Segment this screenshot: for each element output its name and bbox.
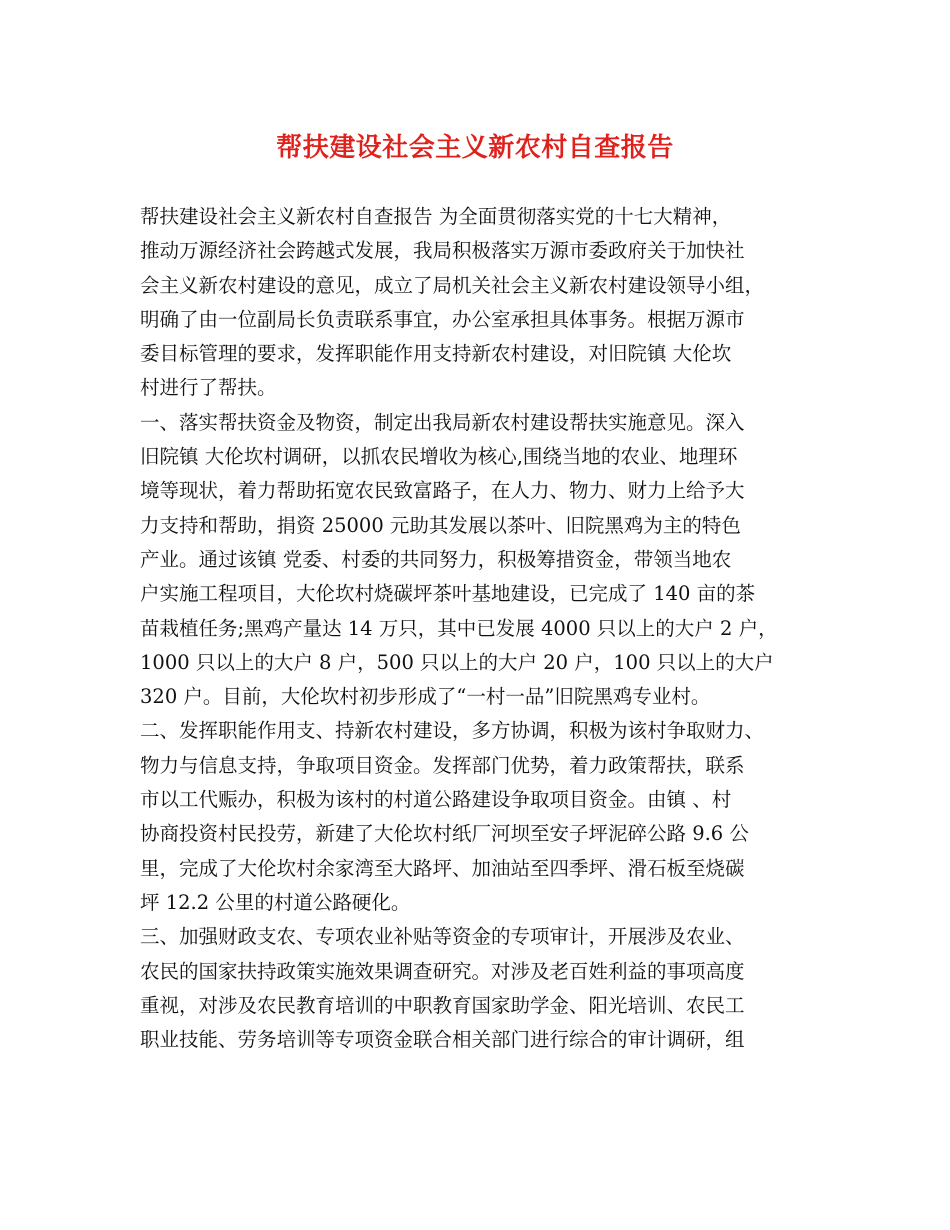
paragraph-line: 帮扶建设社会主义新农村自查报告 为全面贯彻落实党的十七大精神， xyxy=(140,205,732,228)
paragraph-line: 明确了由一位副局长负责联系事宜，办公室承担具体事务。根据万源市 xyxy=(140,307,745,331)
paragraph-line: 三、加强财政支农、专项农业补贴等资金的专项审计，开展涉及农业、 xyxy=(140,925,745,949)
paragraph-line: 推动万源经济社会跨越式发展，我局积极落实万源市委政府关于加快社 xyxy=(140,239,745,263)
paragraph-line: 旧院镇 大伦坎村调研，以抓农民增收为核心,围绕当地的农业、地理环 xyxy=(140,445,738,469)
paragraph-line: 力支持和帮助，捐资 25000 元助其发展以茶叶、旧院黑鸡为主的特色 xyxy=(140,513,741,537)
paragraph-line: 坪 12.2 公里的村道公路硬化。 xyxy=(140,890,411,914)
paragraph-line: 户实施工程项目，大伦坎村烧碳坪茶叶基地建设，已完成了 140 亩的茶 xyxy=(140,582,756,606)
paragraph-line: 协商投资村民投劳，新建了大伦坎村纸厂河坝至安子坪泥碎公路 9.6 公 xyxy=(140,822,749,846)
paragraph-line: 里，完成了大伦坎村余家湾至大路坪、加油站至四季坪、滑石板至烧碳 xyxy=(140,856,745,880)
document-title: 帮扶建设社会主义新农村自查报告 xyxy=(276,133,674,163)
paragraph-line: 境等现状，着力帮助拓宽农民致富路子，在人力、物力、财力上给予大 xyxy=(140,479,745,503)
paragraph-line: 职业技能、劳务培训等专项资金联合相关部门进行综合的审计调研，组 xyxy=(140,1028,745,1052)
paragraph-line: 会主义新农村建设的意见，成立了局机关社会主义新农村建设领导小组， xyxy=(140,273,765,297)
paragraph-line: 农民的国家扶持政策实施效果调查研究。对涉及老百姓利益的事项高度 xyxy=(140,959,745,983)
paragraph-line: 委目标管理的要求，发挥职能作用支持新农村建设，对旧院镇 大伦坎 xyxy=(140,342,732,366)
paragraph-line: 1000 只以上的大户 8 户，500 只以上的大户 20 户，100 只以上的大户 xyxy=(140,650,774,674)
paragraph-line: 二、发挥职能作用支、持新农村建设，多方协调，积极为该村争取财力、 xyxy=(140,719,765,743)
paragraph-line: 物力与信息支持，争取项目资金。发挥部门优势，着力政策帮扶，联系 xyxy=(140,753,745,777)
paragraph-line: 村进行了帮扶。 xyxy=(140,376,277,400)
paragraph-line: 产业。通过该镇 党委、村委的共同努力，积极筹措资金，带领当地农 xyxy=(140,547,732,571)
document-body xyxy=(140,200,830,1057)
paragraph-line: 重视，对涉及农民教育培训的中职教育国家助学金、阳光培训、农民工 xyxy=(140,993,745,1017)
paragraph-line: 320 户。目前，大伦坎村初步形成了“一村一品”旧院黑鸡专业村。 xyxy=(140,685,711,709)
paragraph-line: 市以工代赈办，积极为该村的村道公路建设争取项目资金。由镇 、村 xyxy=(140,788,732,812)
paragraph-line: 一、落实帮扶资金及物资，制定出我局新农村建设帮扶实施意见。深入 xyxy=(140,410,745,434)
paragraph-line: 苗栽植任务;黑鸡产量达 14 万只，其中已发展 4000 只以上的大户 2 户， xyxy=(140,616,778,640)
